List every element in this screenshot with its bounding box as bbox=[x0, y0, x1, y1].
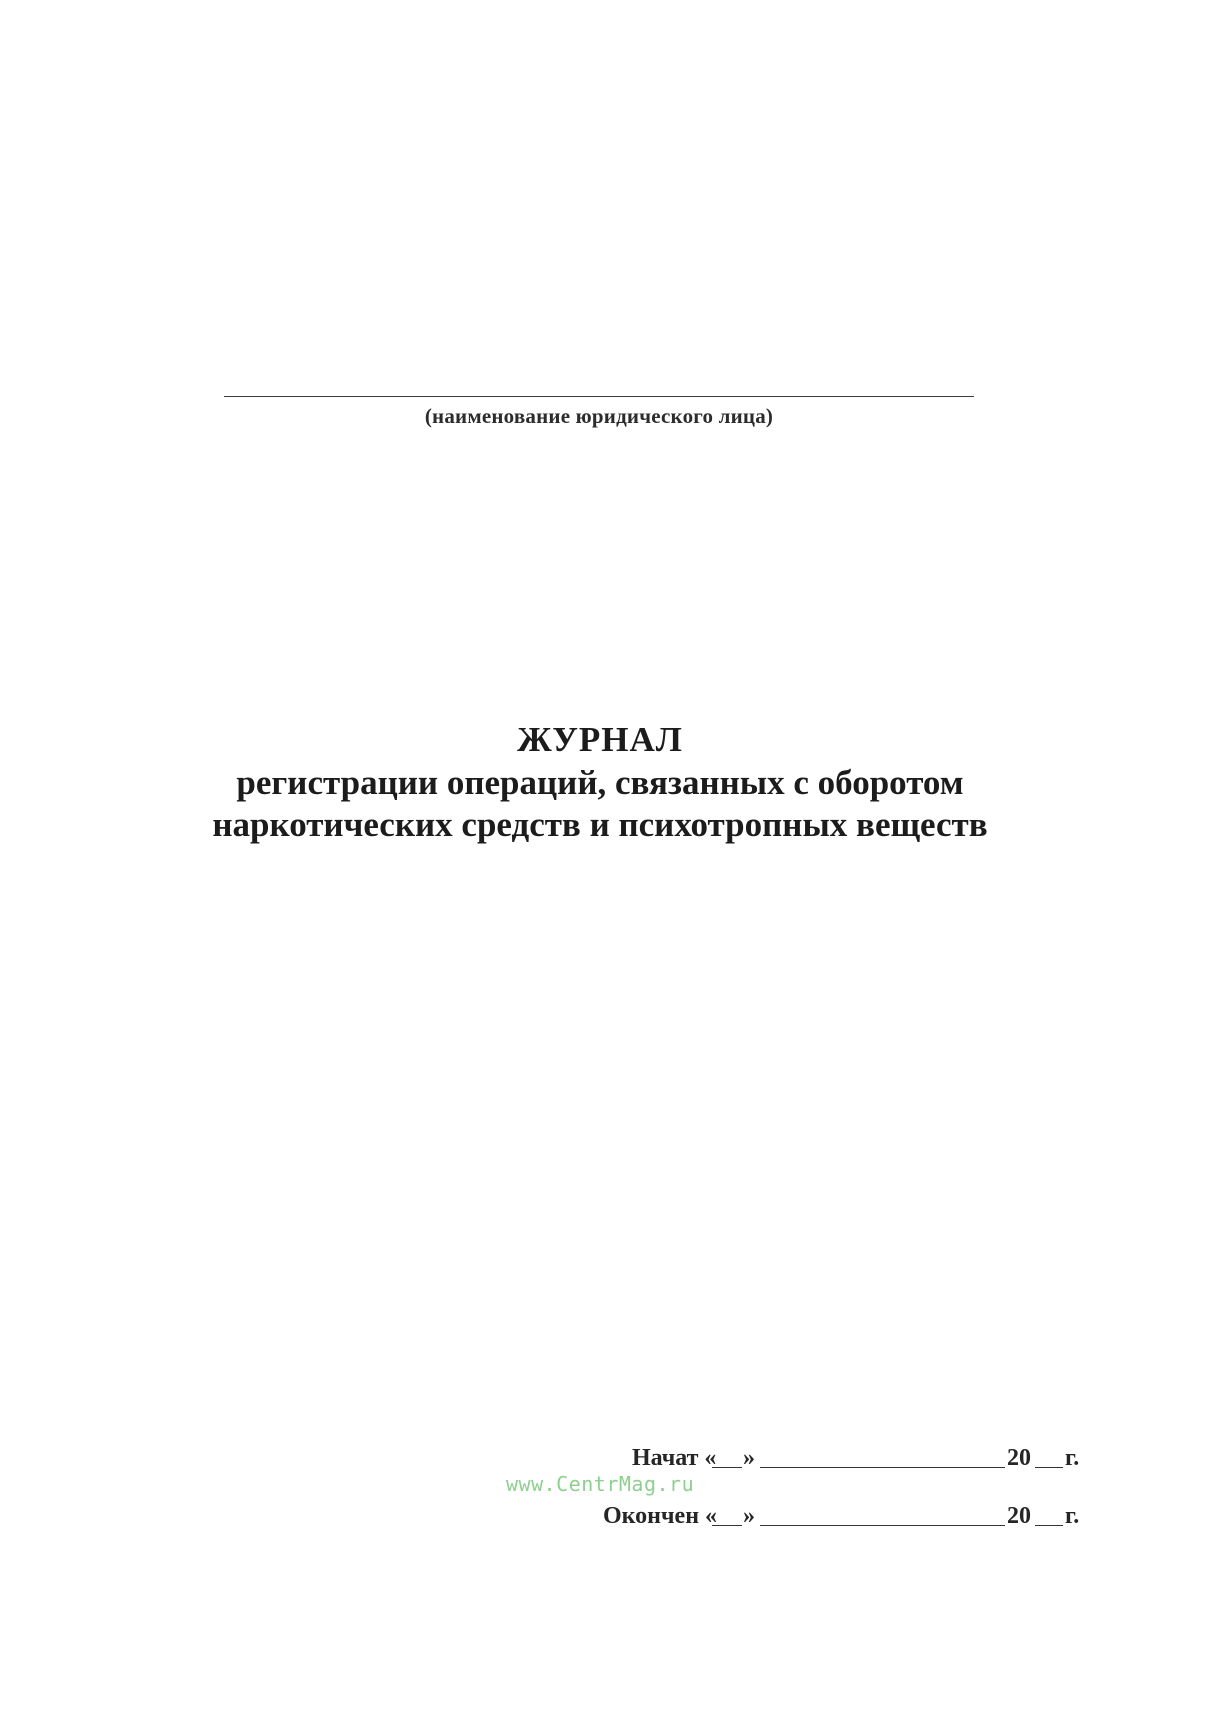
started-year-prefix: 20 bbox=[1007, 1445, 1031, 1471]
ended-month-blank bbox=[760, 1525, 1005, 1526]
ended-year-blank bbox=[1035, 1525, 1063, 1526]
journal-title bbox=[0, 718, 1200, 846]
started-month-blank bbox=[760, 1467, 1005, 1468]
ended-quote-close: » bbox=[743, 1503, 755, 1529]
started-year-suffix: г. bbox=[1065, 1445, 1080, 1471]
title-main: ЖУРНАЛ bbox=[517, 720, 683, 759]
watermark: www.CentrMag.ru bbox=[506, 1472, 695, 1496]
started-year-blank bbox=[1035, 1467, 1063, 1468]
title-line-1: регистрации операций, связанных с оборотом bbox=[236, 763, 964, 802]
org-name-line bbox=[224, 396, 974, 397]
ended-date-row bbox=[0, 1498, 1210, 1534]
ended-day-blank bbox=[712, 1525, 742, 1526]
title-line-2: наркотических средств и психотропных веществ bbox=[212, 805, 988, 844]
ended-year-suffix: г. bbox=[1065, 1503, 1080, 1529]
started-day-blank bbox=[712, 1467, 742, 1468]
started-date-row bbox=[0, 1440, 1210, 1476]
ended-label: Окончен « bbox=[603, 1503, 718, 1529]
org-name-caption: (наименование юридического лица) bbox=[424, 404, 774, 428]
started-quote-close: » bbox=[743, 1445, 755, 1471]
ended-year-prefix: 20 bbox=[1007, 1503, 1031, 1529]
started-label: Начат « bbox=[632, 1445, 717, 1471]
